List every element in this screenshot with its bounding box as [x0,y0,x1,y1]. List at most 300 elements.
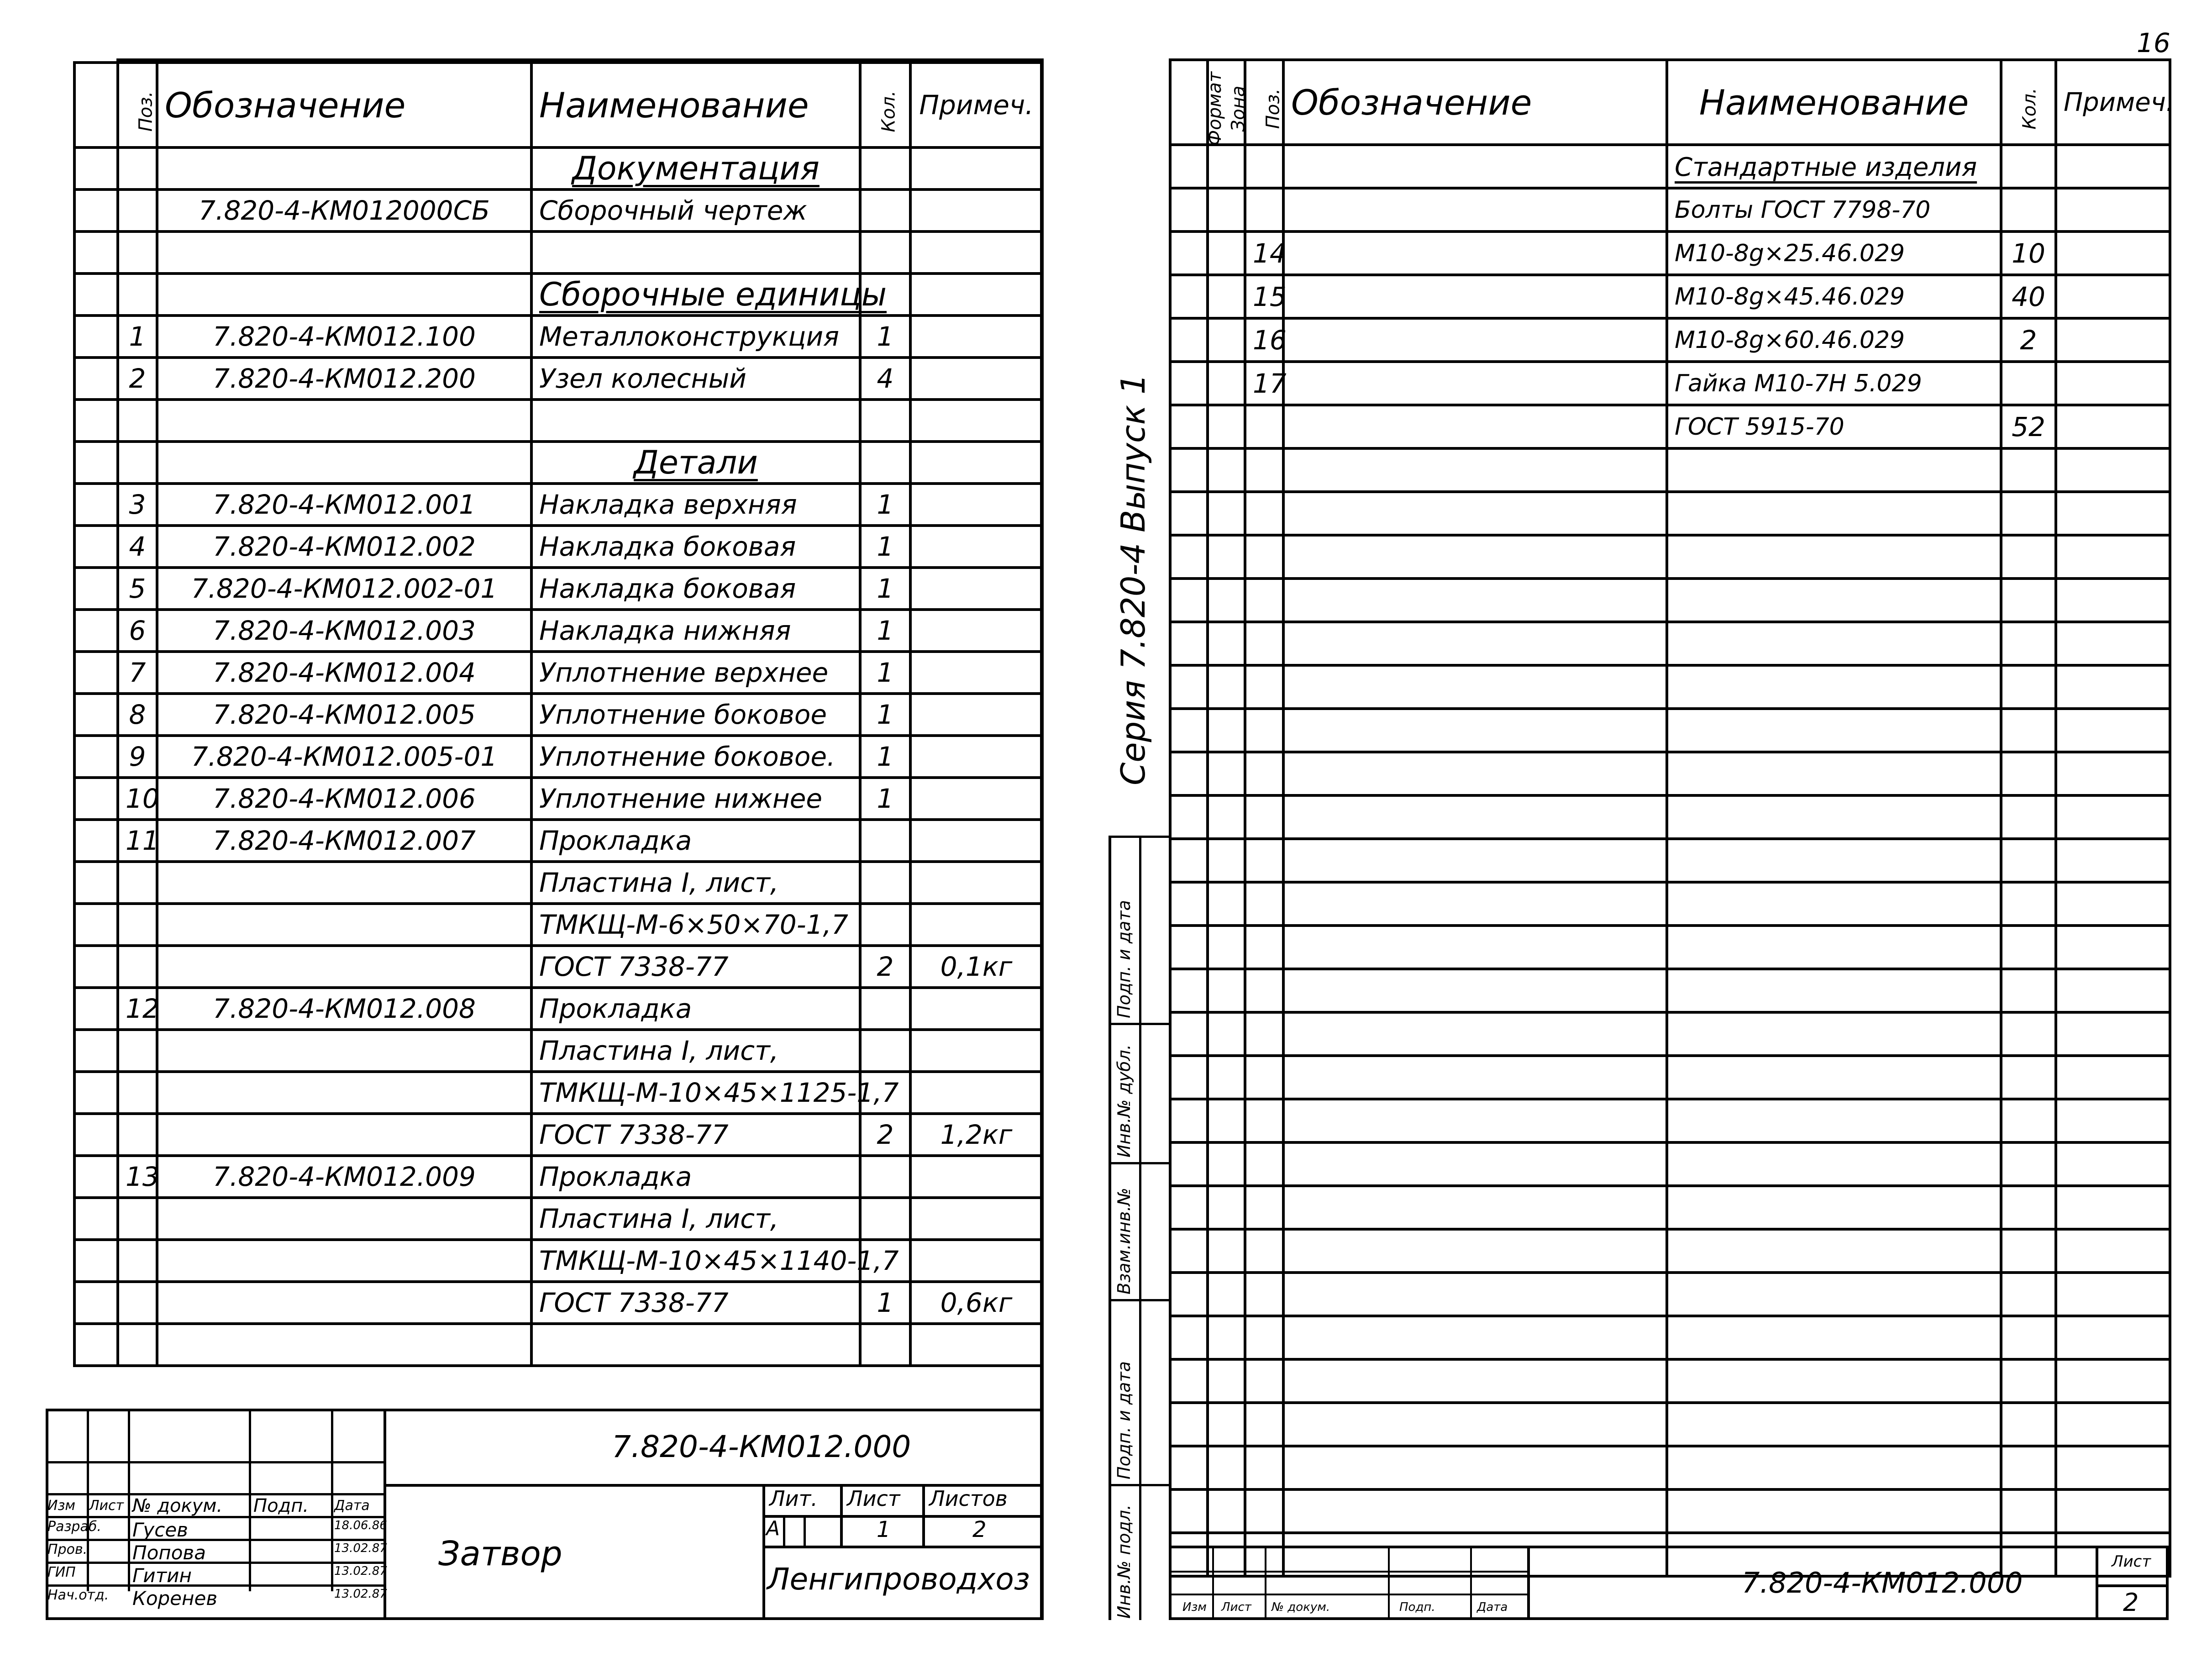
table-row [1170,448,2170,492]
right-row-designation [1283,1273,1667,1316]
right-row-note [2056,448,2170,492]
left-row-qty: 1 [860,484,910,526]
table-row [74,1072,1042,1114]
left-row-marker [74,1324,118,1366]
right-row-qty [2001,622,2056,665]
right-row-qty [2001,145,2056,188]
left-row-note [910,610,1042,652]
table-row [1170,926,2170,969]
right-row-designation [1283,1403,1667,1446]
left-row-note [910,1072,1042,1114]
right-row-pos [1245,1446,1283,1489]
left-row-name: Прокладка [531,820,860,862]
right-row-pos: 15 [1245,275,1283,318]
right-row-name: М10-8g×60.46.029 [1667,318,2001,362]
right-row-qty [2001,1012,2056,1056]
table-row [1170,1273,2170,1316]
series-label: Серия 7.820-4 Выпуск 1 [1114,374,1152,785]
table-row [74,904,1042,946]
table-row [1170,1489,2170,1533]
table-row [74,694,1042,736]
right-row-pos [1245,839,1283,882]
right-row-format [1170,1316,1208,1359]
left-row-marker [74,526,118,568]
product-name: Затвор [438,1534,562,1573]
right-row-zone [1208,1316,1245,1359]
table-row [1170,1186,2170,1229]
left-header-pos: Поз. [118,63,157,147]
right-row-name [1667,622,2001,665]
left-row-marker [74,1030,118,1072]
right-row-format [1170,622,1208,665]
side-label: Подп. и дата [1114,900,1134,1018]
left-row-note [910,442,1042,484]
left-header-note: Примеч. [910,63,1042,147]
left-row-designation: 7.820-4-КМ012.200 [157,358,531,400]
left-row-pos: 1 [118,316,157,358]
left-row-designation [157,1324,531,1366]
right-row-pos [1245,1359,1283,1403]
right-row-note [2056,839,2170,882]
right-row-name [1667,752,2001,795]
table-row [1170,752,2170,795]
left-row-marker [74,1240,118,1282]
right-row-designation [1283,926,1667,969]
left-row-marker [74,442,118,484]
person-name: Коренев [132,1587,218,1610]
table-row [1170,839,2170,882]
right-row-qty [2001,1359,2056,1403]
right-row-designation [1283,882,1667,926]
left-row-pos: 9 [118,736,157,778]
right-row-qty [2001,709,2056,752]
left-row-designation [157,1030,531,1072]
table-row [74,442,1042,484]
right-row-name: Болты ГОСТ 7798-70 [1667,188,2001,231]
right-row-name [1667,1446,2001,1489]
left-row-qty: 1 [860,694,910,736]
table-row [74,484,1042,526]
left-row-name: ГОСТ 7338-77 [531,1282,860,1324]
right-row-note [2056,1056,2170,1099]
right-row-pos [1245,448,1283,492]
right-row-pos: 16 [1245,318,1283,362]
left-row-designation [157,274,531,316]
left-row-pos: 7 [118,652,157,694]
table-row [74,1324,1042,1366]
right-row-name [1667,145,2001,188]
left-row-name: Накладка боковая [531,568,860,610]
right-row-qty [2001,535,2056,579]
left-row-marker [74,231,118,274]
right-row-pos [1245,622,1283,665]
table-row [74,189,1042,231]
right-row-designation [1283,1446,1667,1489]
person-name: Попова [132,1541,206,1564]
right-row-pos [1245,1489,1283,1533]
left-row-qty [860,904,910,946]
left-row-note [910,358,1042,400]
left-row-qty [860,231,910,274]
left-row-name: Пластина I, лист, [531,1198,860,1240]
right-row-note [2056,231,2170,275]
table-row [74,147,1042,189]
right-row-name [1667,1403,2001,1446]
rtb-hdr-date: Дата [1477,1600,1508,1614]
right-row-pos [1245,1186,1283,1229]
person-date: 13.02.87 [334,1587,387,1601]
right-row-pos: 17 [1245,362,1283,405]
left-row-designation [157,1282,531,1324]
left-row-designation [157,862,531,904]
right-row-zone [1208,1359,1245,1403]
right-row-name: М10-8g×45.46.029 [1667,275,2001,318]
right-row-pos [1245,709,1283,752]
person-date: 18.06.86 [334,1519,387,1532]
right-row-note [2056,926,2170,969]
right-row-zone [1208,492,1245,535]
right-row-format [1170,405,1208,448]
right-row-qty [2001,882,2056,926]
left-row-marker [74,820,118,862]
right-row-format [1170,969,1208,1012]
left-row-qty: 1 [860,736,910,778]
right-row-format [1170,709,1208,752]
left-row-designation [157,904,531,946]
left-row-note [910,778,1042,820]
left-row-note [910,904,1042,946]
left-row-note [910,189,1042,231]
person-name: Гитин [132,1564,192,1587]
left-row-qty: 1 [860,652,910,694]
left-row-designation [157,1198,531,1240]
left-row-designation [157,231,531,274]
right-row-zone [1208,1099,1245,1142]
right-row-pos [1245,1316,1283,1359]
right-row-format [1170,1489,1208,1533]
right-row-pos [1245,1056,1283,1099]
table-row [1170,1056,2170,1099]
right-row-zone [1208,405,1245,448]
right-row-name: Гайка М10-7Н 5.029 [1667,362,2001,405]
right-row-pos [1245,1403,1283,1446]
right-row-format [1170,882,1208,926]
tb-hdr-date: Дата [334,1498,370,1514]
right-row-qty [2001,362,2056,405]
left-row-marker [74,988,118,1030]
left-header-qty: Кол. [860,63,910,147]
right-row-note [2056,188,2170,231]
right-row-note [2056,492,2170,535]
left-row-designation: 7.820-4-КМ012.002 [157,526,531,568]
left-row-pos: 3 [118,484,157,526]
table-row [74,526,1042,568]
left-row-name: Металлоконструкция [531,316,860,358]
table-row [74,946,1042,988]
left-row-designation: 7.820-4-КМ012.005 [157,694,531,736]
right-row-zone [1208,665,1245,709]
right-row-pos [1245,752,1283,795]
right-row-designation [1283,579,1667,622]
left-row-qty: 2 [860,946,910,988]
sheet-number: 16 [2137,27,2170,58]
left-row-note [910,400,1042,442]
left-row-pos: 2 [118,358,157,400]
left-row-marker [74,316,118,358]
right-row-format [1170,926,1208,969]
right-row-zone [1208,1142,1245,1186]
table-row [1170,665,2170,709]
right-row-note [2056,362,2170,405]
right-row-note [2056,665,2170,709]
table-row [74,274,1042,316]
left-row-marker [74,1156,118,1198]
right-row-designation [1283,231,1667,275]
left-row-designation [157,1072,531,1114]
table-row [1170,622,2170,665]
left-row-name: Уплотнение верхнее [531,652,860,694]
right-row-qty [2001,448,2056,492]
right-row-format [1170,1142,1208,1186]
right-row-designation [1283,1229,1667,1273]
left-row-name: Пластина I, лист, [531,1030,860,1072]
left-row-qty: 1 [860,1282,910,1324]
left-row-qty: 2 [860,1114,910,1156]
left-row-pos [118,1282,157,1324]
left-row-designation: 7.820-4-КМ012.100 [157,316,531,358]
left-header-marker [74,63,118,147]
left-row-marker [74,778,118,820]
right-row-designation [1283,622,1667,665]
left-row-name [531,442,860,484]
right-header-qty: Кол. [2001,60,2056,145]
left-row-qty: 1 [860,610,910,652]
right-row-format [1170,1186,1208,1229]
left-row-designation [157,1114,531,1156]
right-row-designation [1283,1186,1667,1229]
table-row [1170,318,2170,362]
right-row-zone [1208,1446,1245,1489]
table-row [1170,231,2170,275]
left-row-designation [157,1240,531,1282]
left-row-designation: 7.820-4-КМ012.007 [157,820,531,862]
right-row-format [1170,1056,1208,1099]
right-row-qty [2001,1056,2056,1099]
left-row-qty [860,988,910,1030]
right-spec-table [1169,58,2174,1578]
sheet-value: 1 [877,1517,891,1542]
right-row-designation [1283,275,1667,318]
left-row-note [910,274,1042,316]
left-row-marker [74,274,118,316]
rtb-hdr-doc: № докум. [1272,1600,1330,1614]
right-row-qty [2001,1273,2056,1316]
left-row-marker [74,1072,118,1114]
table-row [1170,362,2170,405]
right-row-designation [1283,145,1667,188]
right-row-designation [1283,405,1667,448]
right-row-qty: 10 [2001,231,2056,275]
rtb-hdr-izm: Изм [1182,1600,1207,1614]
side-label: Взам.инв.№ [1114,1188,1134,1294]
left-row-designation: 7.820-4-КМ012.008 [157,988,531,1030]
right-row-pos [1245,535,1283,579]
table-row [74,568,1042,610]
left-row-note [910,694,1042,736]
right-row-designation [1283,795,1667,839]
right-row-zone [1208,926,1245,969]
right-row-designation [1283,492,1667,535]
left-row-pos [118,274,157,316]
right-header-name: Наименование [1667,60,2001,145]
table-row [1170,1229,2170,1273]
table-row [74,1240,1042,1282]
right-row-zone [1208,795,1245,839]
right-row-qty [2001,1229,2056,1273]
left-row-marker [74,400,118,442]
table-row [74,988,1042,1030]
left-row-name: ТМКЩ-М-10×45×1125-1,7 [531,1072,860,1114]
right-row-format [1170,318,1208,362]
person-name: Гусев [132,1519,188,1541]
right-row-zone [1208,145,1245,188]
right-row-zone [1208,1273,1245,1316]
left-row-designation: 7.820-4-КМ012.005-01 [157,736,531,778]
left-row-qty [860,189,910,231]
left-row-qty: 1 [860,568,910,610]
right-row-pos: 14 [1245,231,1283,275]
left-row-marker [74,694,118,736]
side-label: Инв.№ подл. [1114,1504,1134,1619]
right-row-note [2056,318,2170,362]
right-row-designation [1283,665,1667,709]
left-row-name: Накладка верхняя [531,484,860,526]
right-row-note [2056,405,2170,448]
left-row-name: ГОСТ 7338-77 [531,946,860,988]
right-row-qty [2001,1446,2056,1489]
right-row-zone [1208,535,1245,579]
right-row-zone [1208,188,1245,231]
left-row-pos: 6 [118,610,157,652]
right-row-qty [2001,188,2056,231]
left-row-note [910,526,1042,568]
right-row-format [1170,795,1208,839]
left-row-name: Уплотнение боковое. [531,736,860,778]
right-row-pos [1245,882,1283,926]
left-row-designation: 7.820-4-КМ012.009 [157,1156,531,1198]
right-row-zone [1208,448,1245,492]
right-sheet-label: Лист [2112,1552,2151,1571]
section-heading: Детали [634,444,758,481]
right-row-zone [1208,1012,1245,1056]
right-row-zone [1208,969,1245,1012]
left-row-name: ТМКЩ-М-10×45×1140-1,7 [531,1240,860,1282]
right-row-name [1667,1012,2001,1056]
right-row-zone [1208,1056,1245,1099]
right-row-zone [1208,839,1245,882]
tb-hdr-doc: № докум. [132,1495,223,1516]
right-row-zone [1208,1186,1245,1229]
left-row-marker [74,610,118,652]
left-row-note [910,1156,1042,1198]
person-role: ГИП [47,1564,76,1580]
left-row-name: Уплотнение боковое [531,694,860,736]
left-row-qty [860,1156,910,1198]
table-row [1170,882,2170,926]
right-row-format [1170,231,1208,275]
table-row [1170,535,2170,579]
right-row-qty [2001,926,2056,969]
right-row-pos [1245,665,1283,709]
table-row [1170,492,2170,535]
right-row-qty [2001,665,2056,709]
left-row-name [531,1324,860,1366]
lit-value: А [766,1517,780,1540]
right-row-format [1170,1273,1208,1316]
tb-hdr-list: Лист [89,1498,124,1514]
right-row-note [2056,752,2170,795]
left-row-marker [74,946,118,988]
person-role: Разраб. [47,1519,101,1535]
side-label: Подп. и дата [1114,1361,1134,1479]
right-row-zone [1208,231,1245,275]
right-row-qty [2001,1403,2056,1446]
left-row-designation: 7.820-4-КМ012000СБ [157,189,531,231]
right-row-name [1667,969,2001,1012]
left-row-name: Накладка нижняя [531,610,860,652]
right-row-zone [1208,579,1245,622]
right-row-pos [1245,1012,1283,1056]
left-row-pos [118,1324,157,1366]
right-row-format [1170,1446,1208,1489]
table-row [1170,1099,2170,1142]
right-row-pos [1245,188,1283,231]
left-row-note [910,1324,1042,1366]
left-row-qty [860,442,910,484]
table-row [74,778,1042,820]
left-row-pos [118,1072,157,1114]
left-row-marker [74,189,118,231]
right-row-zone [1208,1229,1245,1273]
left-row-qty [860,147,910,189]
left-row-pos [118,862,157,904]
left-row-note [910,652,1042,694]
table-row [1170,1359,2170,1403]
right-row-format [1170,275,1208,318]
right-row-note [2056,1273,2170,1316]
right-row-name [1667,492,2001,535]
table-row [1170,1316,2170,1359]
left-row-qty [860,1030,910,1072]
left-row-pos: 5 [118,568,157,610]
right-row-note [2056,795,2170,839]
left-row-qty [860,862,910,904]
left-row-note: 1,2кг [910,1114,1042,1156]
left-row-designation [157,400,531,442]
table-row [1170,1403,2170,1446]
left-row-pos [118,1240,157,1282]
right-row-name [1667,882,2001,926]
left-row-pos: 11 [118,820,157,862]
left-row-designation: 7.820-4-КМ012.002-01 [157,568,531,610]
right-doc-code: 7.820-4-КМ012.000 [1742,1566,2023,1599]
right-row-name [1667,448,2001,492]
left-header-designation: Обозначение [157,63,531,147]
table-row [74,1030,1042,1072]
left-row-name: Сборочный чертеж [531,189,860,231]
section-heading: Сборочные единицы [539,276,887,313]
table-row [74,1156,1042,1198]
